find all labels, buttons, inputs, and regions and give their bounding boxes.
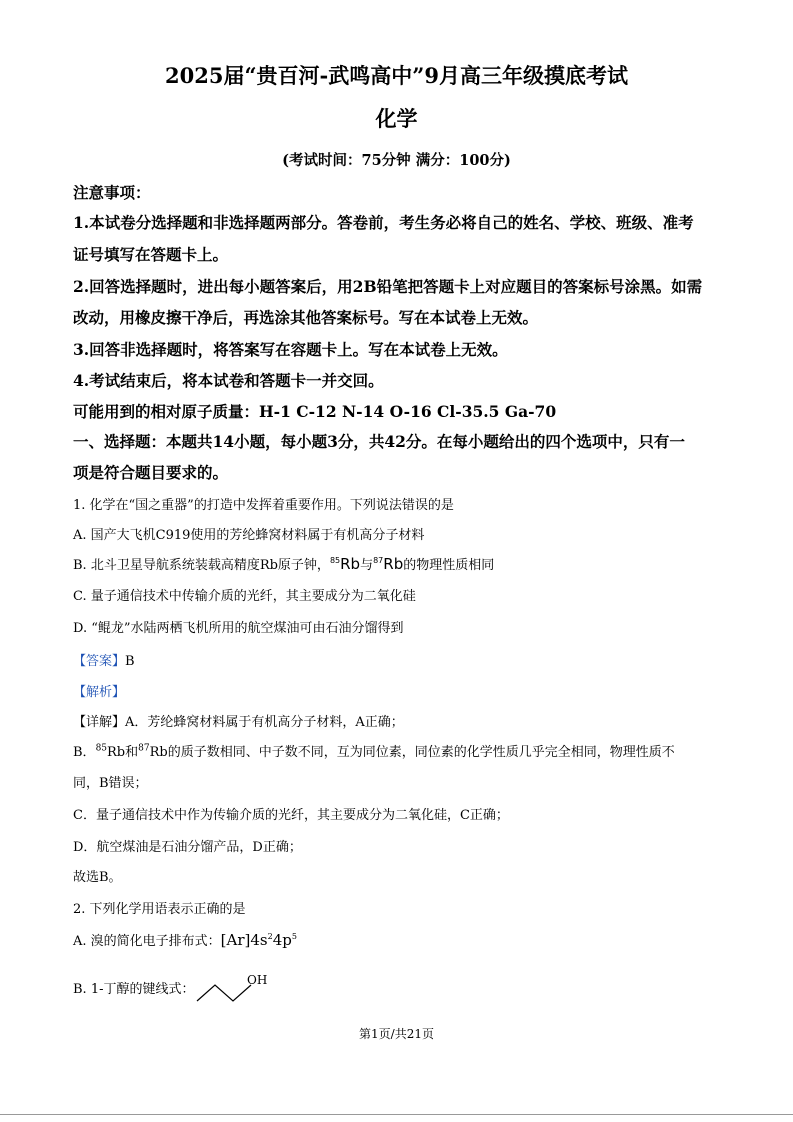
electron-config: $[Ar]4s^24p^5$ — [220, 931, 297, 949]
q2-stem: 2. 下列化学用语表示正确的是 — [73, 902, 246, 917]
answer-value: B — [125, 654, 135, 669]
subject-title: 化学 — [375, 106, 418, 131]
notice-item-4: 4.考试结束后，将本试卷和答题卡一并交回。 — [73, 371, 384, 390]
detail-a-text: A．芳纶蜂窝材料属于有机高分子材料，A正确； — [125, 715, 404, 730]
q1-detail-d: D．航空煤油是石油分馏产品，D正确； — [73, 840, 302, 855]
notice-item-1-cont: 证号填写在答题卡上。 — [73, 245, 229, 264]
q1-detail-a — [73, 711, 404, 730]
exam-title: 2025届“贵百河-武鸣高中”9月高三年级摸底考试 — [165, 63, 628, 88]
q1-conclusion: 故选B。 — [73, 870, 122, 885]
q1-answer — [73, 650, 135, 669]
answer-tag: 【答案】 — [73, 654, 126, 669]
isotope-rb85: $^{85}$Rb — [329, 555, 361, 573]
q1-analysis — [73, 681, 125, 700]
q2-option-b: B. 1-丁醇的键线式： — [73, 982, 195, 997]
notice-item-3: 3.回答非选择题时，将答案写在容题卡上。写在本试卷上无效。 — [73, 340, 508, 359]
exam-info: (考试时间：75分钟 满分：100分) — [282, 152, 511, 169]
q1-detail-b-cont: 同，B错误； — [73, 776, 148, 791]
section-heading: 一、选择题：本题共14小题，每小题3分，共42分。在每小题给出的四个选项中，只有一 — [73, 432, 685, 451]
q2-option-a-text: A. 溴的简化电子排布式： — [73, 934, 221, 949]
hydroxyl-label: OH — [247, 973, 268, 987]
q1-option-b-tail: 的物理性质相同 — [403, 558, 495, 573]
q1-option-b — [73, 554, 494, 573]
butanol-skeletal-formula — [195, 973, 285, 1007]
notice-item-2: 2.回答选择题时，进出每小题答案后，用2B铅笔把答题卡上对应题目的答案标号涂黑。如需 — [73, 277, 703, 296]
analysis-tag: 【解析】 — [73, 685, 126, 700]
detail-tag: 【详解】 — [73, 715, 126, 730]
notice-heading: 注意事项： — [73, 183, 151, 202]
page-bottom-rule — [0, 1114, 793, 1115]
q1-option-c: C. 量子通信技术中传输介质的光纤，其主要成分为二氧化硅 — [73, 589, 416, 604]
q1-detail-b: B．$^{85}$Rb和$^{87}$Rb的质子数相同、中子数不同，互为同位素，同位素的化学性质几乎完全相同，物理性质不 — [73, 743, 675, 760]
q1-detail-c: C．量子通信技术中作为传输介质的光纤，其主要成分为二氧化硅，C正确； — [73, 808, 509, 823]
notice-item-1: 1.本试卷分选择题和非选择题两部分。答卷前，考生务必将自己的姓名、学校、班级、准考 — [73, 213, 694, 232]
q1-option-b-text: B. 北斗卫星导航系统装载高精度Rb原子钟， — [73, 558, 330, 573]
section-heading-cont: 项是符合题目要求的。 — [73, 463, 229, 482]
q1-stem: 1. 化学在“国之重器”的打造中发挥着重要作用。下列说法错误的是 — [73, 498, 454, 513]
notice-item-2-cont: 改动，用橡皮擦干净后，再选涂其他答案标号。写在本试卷上无效。 — [73, 308, 539, 327]
page-footer: 第1页/共21页 — [359, 1027, 434, 1041]
q1-option-a: A. 国产大飞机C919使用的芳纶蜂窝材料属于有机高分子材料 — [73, 528, 425, 543]
q1-option-d: D. “鲲龙”水陆两栖飞机所用的航空煤油可由石油分馏得到 — [73, 621, 404, 636]
atomic-masses: 可能用到的相对原子质量：H-1 C-12 N-14 O-16 Cl-35.5 Ga-70 — [73, 402, 557, 421]
q1-option-b-and: 与 — [360, 558, 374, 573]
carbon-chain — [197, 985, 251, 1001]
q2-option-a — [73, 930, 297, 949]
isotope-rb87: $^{87}$Rb — [373, 555, 404, 573]
